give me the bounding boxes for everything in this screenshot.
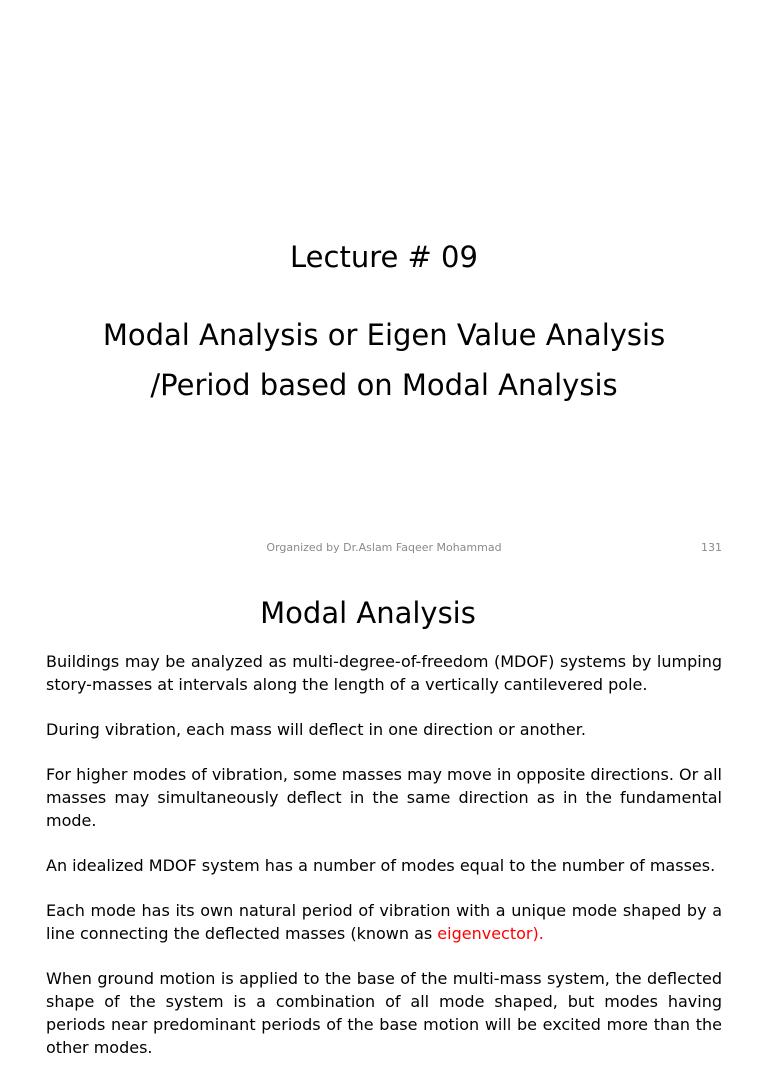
section-title: Modal Analysis bbox=[260, 596, 476, 630]
paragraph: When ground motion is applied to the base of the multi-mass system, the deflected shape of the system is a combination of all mode shaped, but modes having periods near predominant periods of the base motion will be excited more than the other modes. bbox=[46, 969, 722, 1057]
paragraph: During vibration, each mass will deflect in one direction or another. bbox=[46, 720, 586, 739]
subtitle-line-2: /Period based on Modal Analysis bbox=[150, 368, 618, 402]
slide-modal-analysis bbox=[0, 575, 768, 1057]
lecture-title: Lecture # 09 bbox=[290, 240, 478, 274]
paragraph: An idealized MDOF system has a number of modes equal to the number of masses. bbox=[46, 856, 716, 875]
paragraph: Buildings may be analyzed as multi-degree-of-freedom (MDOF) systems by lumping story-masses at intervals along the length of a vertically cantilevered pole. bbox=[46, 652, 722, 694]
lecture-subtitle bbox=[40, 310, 728, 410]
paragraph-text: Each mode has its own natural period of vibration with a unique mode shaped by a line connecting the deflected masses (known as bbox=[46, 901, 722, 943]
page-number: 131 bbox=[701, 541, 722, 554]
subtitle-line-1: Modal Analysis or Eigen Value Analysis bbox=[102, 318, 666, 352]
paragraph: For higher modes of vibration, some masses may move in opposite directions. Or all masses may simultaneously deflect in the same direction as in the fundamental mode. bbox=[46, 765, 722, 830]
footer-organizer: Organized by Dr.Aslam Faqeer Mohammad bbox=[266, 541, 502, 554]
paragraph-eigenvector bbox=[46, 899, 722, 945]
body-text bbox=[46, 650, 722, 1081]
eigenvector-highlight: eigenvector). bbox=[437, 924, 544, 943]
